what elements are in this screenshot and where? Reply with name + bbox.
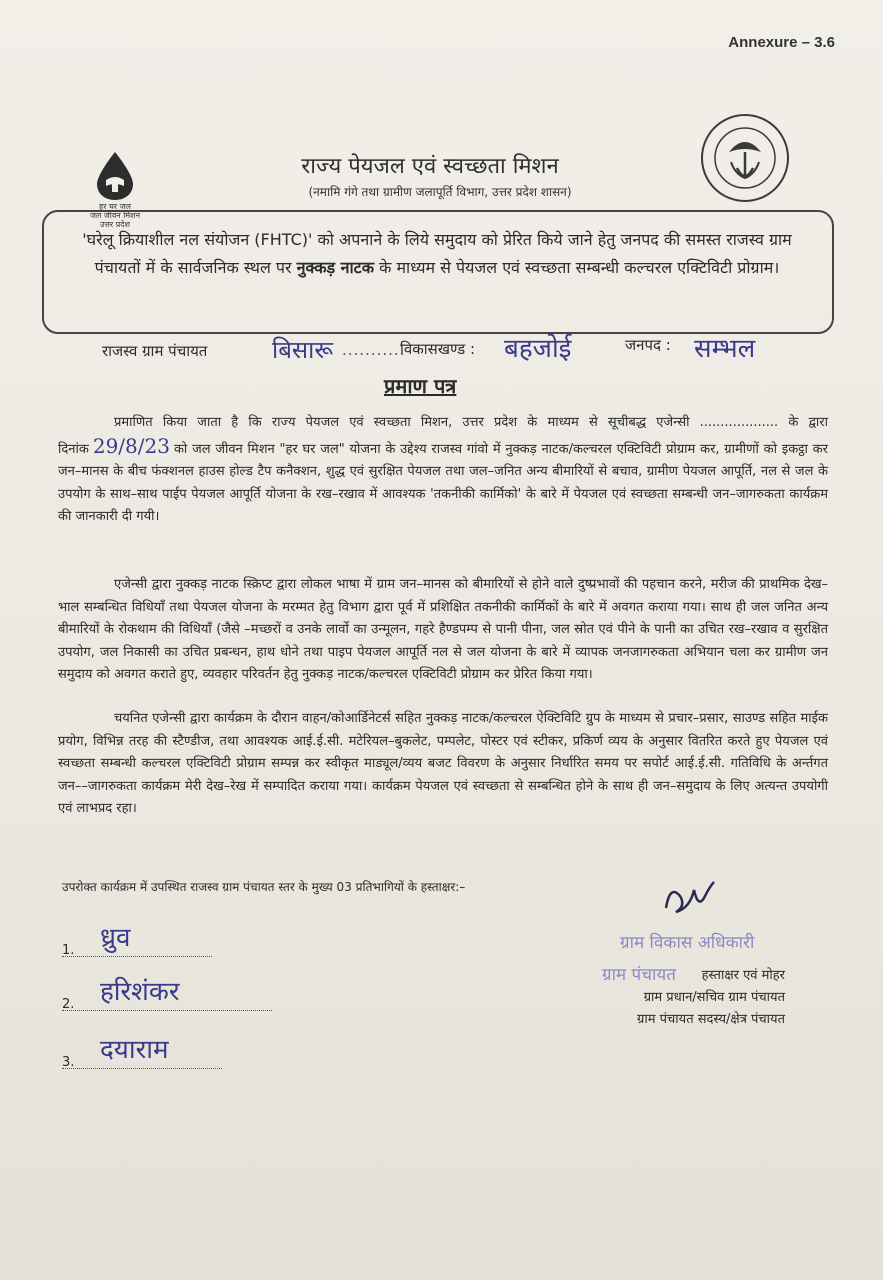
paragraph-1 bbox=[58, 412, 828, 529]
document-title: प्रमाण पत्र bbox=[384, 374, 457, 398]
gram-panchayat-label: राजस्व ग्राम पंचायत bbox=[102, 342, 208, 360]
up-government-emblem bbox=[699, 112, 791, 204]
pradhan-sachiv-label: ग्राम प्रधान/सचिव ग्राम पंचायत bbox=[643, 990, 785, 1005]
vikaskhand-value: बहजोई bbox=[504, 334, 572, 364]
gram-panchayat-value: बिसारू bbox=[272, 336, 334, 364]
participant-signature-2 bbox=[62, 976, 272, 1011]
participant-signature-1 bbox=[62, 922, 212, 957]
logo-line-3: उत्तर प्रदेश bbox=[100, 220, 130, 229]
water-drop-icon bbox=[92, 150, 138, 202]
para1-after: को जल जीवन मिशन "हर घर जल" योजना के उद्देश्य राजस्व गांवो में नुक्कड़ नाटक/कल्चरल एक्टिविटी प्रोग्राम कर, ग्रामीणों को इकट्ठा कर जन–मानस के बीच फंक्शनल हाउस होल्ड टैप कनैक्शन, शुद्ध एवं सुरक्षित पेयजल तथा जल–जनित अन्य बीमारियों से बचाव, ग्रामीण पेयजल आपूर्ति, नल से जल के उपयोग के साथ–साथ पाईप पेयजल आपूर्ति योजना के रख–रखाव में आवश्यक 'तकनीकी कार्मिको' के बारे में पेयजल एवं स्वच्छता सम्बन्धी जन–जागरुकता कार्यक्रम की जानकारी दी गयी। bbox=[58, 441, 828, 524]
official-signature-block bbox=[545, 965, 785, 1031]
janpad-label: जनपद : bbox=[625, 336, 671, 354]
mission-title: राज्य पेयजल एवं स्वच्छता मिशन bbox=[301, 154, 559, 179]
signature-name: दयाराम bbox=[100, 1035, 169, 1065]
vikaskhand-label: विकासखण्ड : bbox=[400, 340, 476, 358]
location-fields bbox=[102, 335, 802, 375]
signature-name: हरिशंकर bbox=[100, 977, 180, 1007]
mission-subtitle: (नमामि गंगे तथा ग्रामीण जलापूर्ति विभाग, उत्तर प्रदेश शासन) bbox=[308, 185, 572, 199]
signature-number: 1. bbox=[62, 943, 75, 958]
participant-signature-3 bbox=[62, 1034, 222, 1069]
official-signature-scribble bbox=[660, 878, 720, 922]
stamp-line-2: ग्राम पंचायत bbox=[602, 965, 676, 985]
gram-panchayat-dots: ........... bbox=[342, 341, 406, 359]
paragraph-3 bbox=[58, 708, 828, 821]
signature-number: 3. bbox=[62, 1055, 75, 1070]
box-text-part2: के माध्यम से पेयजल एवं स्वच्छता सम्बन्धी कल्चरल एक्टिविटी प्रोग्राम। bbox=[374, 258, 780, 277]
box-text-part1: 'घरेलू क्रियाशील नल संयोजन (FHTC)' को अपनाने के लिये समुदाय को प्रेरित किये जाने हेतु जनपद की समस्त राजस्व ग्राम पंचायतों में के सार्वजनिक स्थल पर bbox=[82, 230, 792, 277]
janpad-value: सम्भल bbox=[694, 334, 756, 364]
logo-line-2: जल जीवन मिशन bbox=[89, 211, 141, 220]
para2-text: एजेन्सी द्वारा नुक्कड़ नाटक स्क्रिप्ट द्वारा लोकल भाषा में ग्राम जन–मानस को बीमारियों से होने वाले दुष्प्रभावों की पहचान करने, मरीज की प्राथमिक देख–भाल सम्बन्धित विधियाँ तथा पेयजल योजना के मरम्मत हेतु विभाग द्वारा पूर्व में प्रशिक्षित तकनीकी कार्मिकों के बारे में अवगत कराया गया। साथ ही जल जनित अन्य बीमारियों के रोकथाम की विधियाँ (जैसे –मच्छरों व उनके लार्वो का उन्मूलन, गहरे हैण्डपम्प से पानी पीना, जल स्रोत एवं पीने के पानी का उचित रख–रखाव व सुरक्षित उपयोग, जल निकासी का उचित प्रबन्धन, हाथ धोने तथा पाइप पेयजल आपूर्ति नल से जल योजना के बारे में व्यापक जनजागरुकता अभियान चला कर ग्रामीण जन समुदाय को अवगत कराते हुए, व्यवहार परिवर्तन हेतु नुक्कड़ नाटक/कल्चरल एक्टिविटी प्रोग्राम कर प्रेरित किया गया। bbox=[58, 577, 828, 682]
handwritten-date: 29/8/23 bbox=[92, 433, 170, 458]
para3-text: चयनित एजेन्सी द्वारा कार्यक्रम के दौरान वाहन/कोआर्डिनेटर्स सहित नुक्कड़ नाटक/कल्चरल ऐक्टिविटि ग्रुप के माध्यम से प्रचार–प्रसार, साउण्ड सहित माईक प्रयोग, विभिन्न तरह की स्टैण्डीज, तथा आवश्यक आई.ई.सी. मटेरियल–बुकलेट, पम्पलेट, पोस्टर एवं स्टीकर, प्रकिर्ण व्यय के अनुसार वितरित करते हुए पेयजल एवं स्वच्छता सम्बन्धी कल्चरल एक्टिविटी प्रोग्राम सम्पन्न कर स्वीकृत माड्यूल/व्यय बजट विवरण के अनुसार निर्धारित समय पर सपोर्ट आई.ई.सी. गतिविधि के अर्न्तगत जन––जागरुकता कार्यक्रम मेरी देख–रेख में सम्पादित कराया गया। कार्यक्रम पेयजल एवं स्वच्छता से सम्बन्धित होने के साथ ही जन–समुदाय के लिए अत्यन्त उपयोगी एवं लाभप्रद रहा। bbox=[58, 711, 828, 816]
para1-before: प्रमाणित किया जाता है कि राज्य पेयजल एवं स्वच्छता मिशन, उत्तर प्रदेश के माध्यम से सूचीबद्ध एजेन्सी ................... के द्वारा दिनांक bbox=[58, 415, 828, 457]
member-label: ग्राम पंचायत सदस्य/क्षेत्र पंचायत bbox=[637, 1012, 785, 1027]
box-text-bold: नुक्कड़ नाटक bbox=[296, 258, 375, 277]
paragraph-2 bbox=[58, 574, 828, 687]
annexure-label: Annexure – 3.6 bbox=[728, 34, 835, 51]
signature-number: 2. bbox=[62, 997, 75, 1012]
signature-intro: उपरोक्त कार्यक्रम में उपस्थित राजस्व ग्राम पंचायत स्तर के मुख्य 03 प्रतिभागियों के हस्ताक्षर:– bbox=[62, 880, 466, 894]
logo-line-1: हर घर जल bbox=[99, 202, 131, 211]
program-description-box bbox=[42, 210, 834, 334]
signature-seal-label: हस्ताक्षर एवं मोहर bbox=[701, 968, 785, 983]
stamp-line-1: ग्राम विकास अधिकारी bbox=[620, 933, 755, 953]
signature-name: ध्रुव bbox=[100, 923, 131, 953]
